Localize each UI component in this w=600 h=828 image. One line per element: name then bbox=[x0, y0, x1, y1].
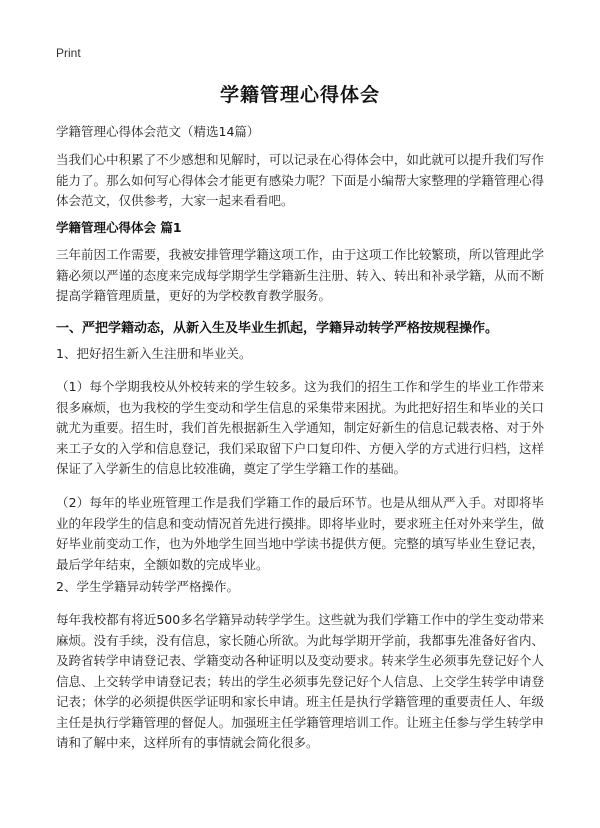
section-paragraph: 三年前因工作需要，我被安排管理学籍这项工作，由于这项工作比较繁琐，所以管理此学籍必须以严谨的态度来完成每学期学生学籍新生注册、转入、转出和补录学籍，从而不断提高学籍管理质量，更好的为学校教育教学服务。 bbox=[56, 247, 544, 303]
item-one-paragraph: （1）每个学期我校从外校转来的学生较多。这为我们的招生工作和学生的毕业工作带来很多麻烦，也为我校的学生变动和学生信息的采集带来困扰。为此把好招生和毕业的关口就尤为重要。招生时，我们首先根据新生入学通知，制定好新生的信息记载表格、对于外来工子女的入学和信息登记，我们采取留下户口复印件、方便入学的方式进行归档，这样保证了入学新生的信息比较准确，奠定了学生学籍工作的基础。 bbox=[56, 379, 544, 476]
section-heading: 学籍管理心得体会 篇1 bbox=[56, 220, 182, 235]
print-link[interactable]: Print bbox=[56, 46, 81, 60]
item-three-paragraph: 每年我校都有将近500多名学籍异动转学学生。这些就为我们学籍工作中的学生变动带来麻烦。没有手续，没有信息，家长随心所欲。为此每学期开学前，我都事先准备好省内、及跨省转学申请登记表、学籍变动各种证明以及变动要求。转来学生必须事先登记好个人信息、上交转学申请登记表；转出的学生必须事先登记好个人信息、上交学生转学申请登记表；休学的必须提供医学证明和家长申请。班主任是执行学籍管理的重要责任人、年级主任是执行学籍管理的督促人。加强班主任学籍管理培训工作。让班主任参与学生转学申请和了解中来，这样所有的事情就会简化很多。 bbox=[56, 612, 544, 750]
page-title: 学籍管理心得体会 bbox=[219, 84, 380, 106]
document-subtitle: 学籍管理心得体会范文（精选14篇） bbox=[56, 124, 260, 139]
heading-one: 一、严把学籍动态，从新入生及毕业生抓起，学籍异动转学严格按规程操作。 bbox=[56, 321, 499, 336]
item-two-paragraph: （2）每年的毕业班管理工作是我们学籍工作的最后环节。也是从细从严入手。对即将毕业的年段学生的信息和变动情况首先进行摸排。即将毕业时，要求班主任对外来学生，做好毕业前变动工作，也为外地学生回当地中学读书提供方便。完整的填写毕业生登记表，最后学年结束，全额如数的完成毕业。 bbox=[56, 495, 544, 572]
intro-paragraph: 当我们心中积累了不少感想和见解时，可以记录在心得体会中，如此就可以提升我们写作能力了。那么如何写心得体会才能更有感染力呢？下面是小编帮大家整理的学籍管理心得体会范文，仅供参考，大家一起来看看吧。 bbox=[56, 152, 544, 208]
subheading-one: 1、把好招生新入生注册和毕业关。 bbox=[56, 346, 252, 361]
subheading-two: 2、学生学籍异动转学严格操作。 bbox=[56, 579, 239, 594]
